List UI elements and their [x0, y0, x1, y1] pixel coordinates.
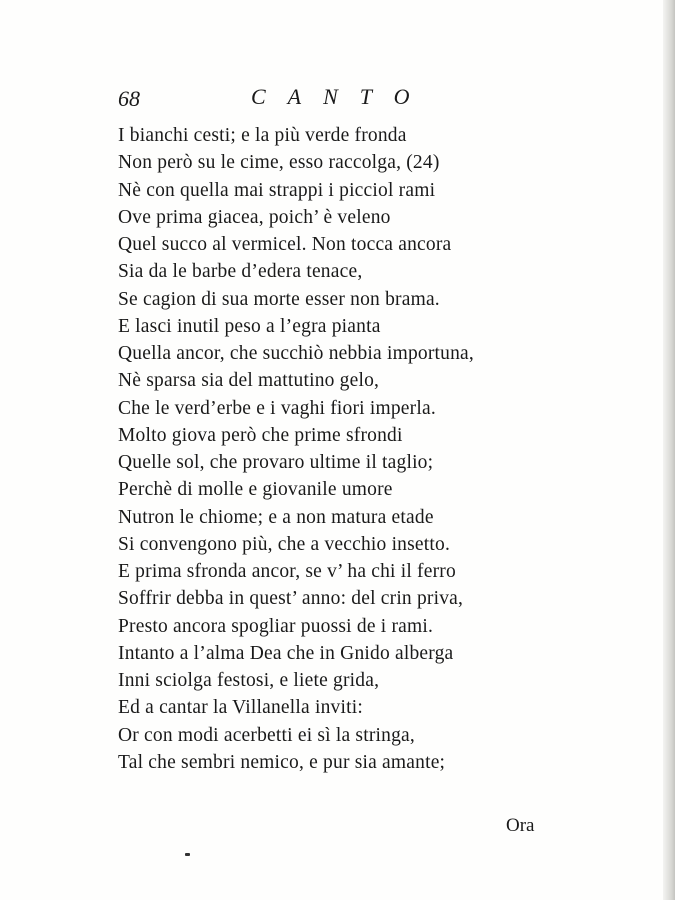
- verse-line: Che le verd’erbe e i vaghi fiori imperla.: [118, 397, 436, 419]
- page-edge-shadow: [663, 0, 675, 900]
- verse-block: [118, 122, 578, 776]
- page-number: 68: [118, 86, 140, 111]
- ink-speck: [185, 853, 190, 856]
- verse-line: Si convengono più, che a vecchio insetto.: [118, 533, 451, 555]
- verse-line: Nutron le chiome; e a non matura etade: [118, 506, 434, 528]
- catchword: Ora: [506, 815, 535, 836]
- verse-line: Soffrir debba in quest’ anno: del crin priva,: [118, 588, 464, 610]
- verse-line: Ove prima giacea, poich’ è veleno: [118, 206, 391, 228]
- page-header: [118, 82, 558, 116]
- verse-line: Quelle sol, che provaro ultime il taglio;: [118, 452, 434, 473]
- verse-line: Tal che sembri nemico, e pur sia amante;: [118, 751, 446, 773]
- verse-line: Perchè di molle e giovanile umore: [118, 479, 393, 501]
- verse-line: Molto giova però che prime sfrondi: [118, 424, 403, 446]
- verse-line: Ed a cantar la Villanella inviti:: [118, 697, 363, 719]
- verse-line: E lasci inutil peso a l’egra pianta: [118, 315, 381, 337]
- running-head: CANTO: [251, 84, 432, 109]
- verse-line: Quella ancor, che succhiò nebbia importuna,: [118, 343, 474, 364]
- verse-line: I bianchi cesti; e la più verde fronda: [118, 125, 407, 146]
- verse-line: Inni sciolga festosi, e liete grida,: [118, 670, 380, 691]
- verse-line: Nè con quella mai strappi i picciol rami: [118, 179, 436, 201]
- verse-line: Presto ancora spogliar puossi de i rami.: [118, 615, 434, 637]
- verse-line: E prima sfronda ancor, se v’ ha chi il ferro: [118, 561, 456, 582]
- verse-line: Nè sparsa sia del mattutino gelo,: [118, 370, 380, 392]
- verse-line: Non però su le cime, esso raccolga, (24): [118, 152, 440, 174]
- verse-line: Quel succo al vermicel. Non tocca ancora: [118, 234, 452, 255]
- verse-line: Sia da le barbe d’edera tenace,: [118, 261, 363, 283]
- verse-line: Se cagion di sua morte esser non brama.: [118, 288, 440, 310]
- verse-line: Intanto a l’alma Dea che in Gnido alberga: [118, 642, 454, 664]
- verse-line: Or con modi acerbetti ei sì la stringa,: [118, 724, 415, 746]
